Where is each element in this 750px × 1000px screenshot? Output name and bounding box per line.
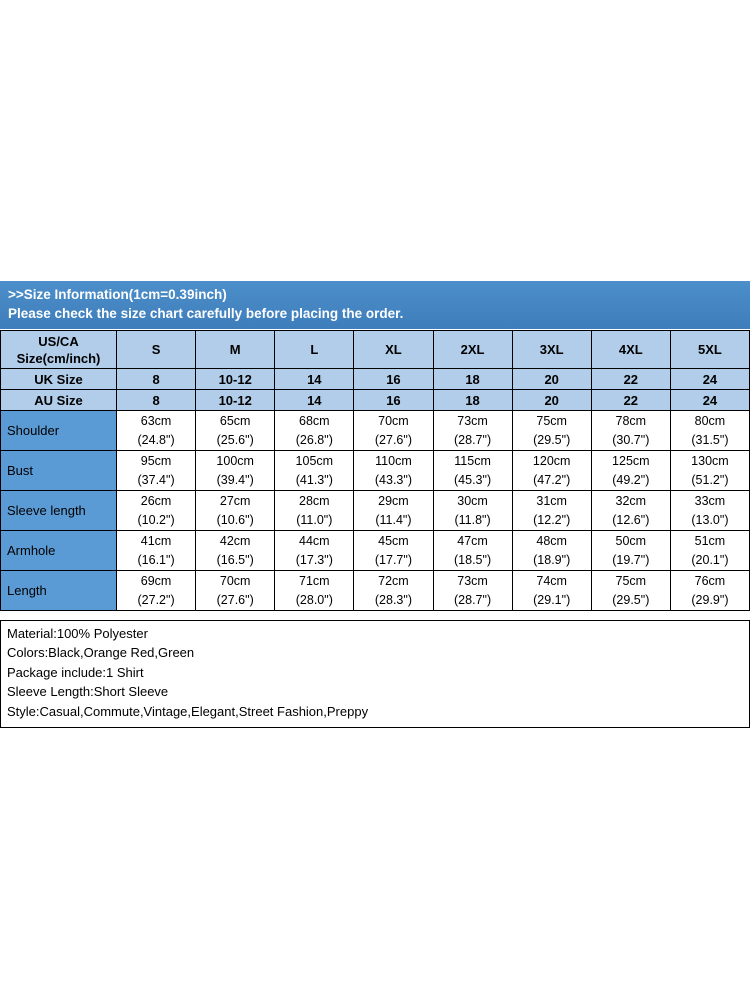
region-size-value: 16 (354, 390, 433, 411)
measurement-row (1, 411, 750, 451)
measurement-inch: (27.6") (216, 592, 254, 607)
measurement-inch: (27.2") (137, 592, 175, 607)
measurement-inch: (10.2") (137, 512, 175, 527)
measurement-cell (433, 571, 512, 611)
measurement-cm: 41cm (140, 533, 172, 548)
measurement-inch: (17.7") (374, 552, 412, 567)
banner-subtitle: Please check the size chart carefully before placing the order. (8, 306, 404, 321)
region-size-label: AU Size (1, 390, 117, 411)
size-column-header: 2XL (433, 331, 512, 369)
measurement-cell (433, 491, 512, 531)
region-size-value: 10-12 (196, 390, 275, 411)
measurement-cell (117, 491, 196, 531)
measurement-cm: 73cm (457, 573, 488, 588)
measurement-cell (275, 571, 354, 611)
measurement-cell (354, 451, 433, 491)
measurement-inch: (12.2") (533, 512, 571, 527)
size-column-header: L (275, 331, 354, 369)
measurement-cm: 29cm (378, 493, 409, 508)
measurement-row (1, 571, 750, 611)
region-size-value: 14 (275, 390, 354, 411)
measurement-cell (196, 571, 275, 611)
measurement-cm: 30cm (457, 493, 488, 508)
measurement-inch: (45.3") (454, 472, 492, 487)
banner-title: >>Size Information(1cm=0.39inch) (8, 287, 227, 302)
measurement-inch: (12.6") (612, 512, 650, 527)
measurement-inch: (10.6") (216, 512, 254, 527)
measurement-cell (196, 411, 275, 451)
region-size-value: 22 (591, 390, 670, 411)
measurement-label: Sleeve length (1, 491, 117, 531)
corner-header (1, 331, 117, 369)
size-column-header: M (196, 331, 275, 369)
size-table (0, 330, 750, 611)
measurement-inch: (39.4") (216, 472, 254, 487)
measurement-inch: (16.5") (216, 552, 254, 567)
size-column-header: 3XL (512, 331, 591, 369)
measurement-inch: (28.7") (454, 592, 492, 607)
corner-header-line: US/CA (38, 333, 79, 349)
measurement-row (1, 451, 750, 491)
measurement-cell (512, 571, 591, 611)
measurement-inch: (19.7") (612, 552, 650, 567)
measurement-cm: 48cm (536, 533, 567, 548)
measurement-cm: 44cm (299, 533, 330, 548)
measurement-cm: 69cm (140, 573, 172, 588)
detail-line: Style:Casual,Commute,Vintage,Elegant,Street Fashion,Preppy (7, 703, 369, 719)
measurement-cm: 76cm (694, 573, 726, 588)
measurement-cell (512, 531, 591, 571)
measurement-inch: (51.2") (691, 472, 729, 487)
measurement-cm: 95cm (140, 453, 172, 468)
measurement-cell (433, 451, 512, 491)
measurement-cm: 26cm (140, 493, 172, 508)
measurement-cell (512, 411, 591, 451)
size-column-header: 5XL (670, 331, 749, 369)
measurement-cm: 78cm (615, 413, 647, 428)
measurement-cell (275, 451, 354, 491)
measurement-cell (196, 451, 275, 491)
measurement-cell (354, 411, 433, 451)
measurement-cell (275, 491, 354, 531)
size-table-body (1, 411, 750, 611)
measurement-inch: (29.1") (533, 592, 571, 607)
detail-line: Package include:1 Shirt (7, 664, 144, 680)
measurement-inch: (11.8") (454, 512, 491, 527)
measurement-cm: 28cm (299, 493, 330, 508)
measurement-label: Length (1, 571, 117, 611)
measurement-cell (670, 571, 749, 611)
region-size-label: UK Size (1, 369, 117, 390)
region-size-value: 14 (275, 369, 354, 390)
size-column-header: S (117, 331, 196, 369)
measurement-cm: 80cm (694, 413, 726, 428)
measurement-cm: 72cm (378, 573, 409, 588)
region-size-value: 16 (354, 369, 433, 390)
measurement-cell (196, 491, 275, 531)
measurement-cell (670, 451, 749, 491)
measurement-inch: (41.3") (295, 472, 333, 487)
measurement-cell (670, 411, 749, 451)
measurement-cm: 75cm (615, 573, 647, 588)
region-size-value: 24 (670, 369, 749, 390)
region-size-value: 20 (512, 369, 591, 390)
measurement-inch: (24.8") (137, 432, 175, 447)
measurement-cell (591, 451, 670, 491)
measurement-cell (354, 491, 433, 531)
region-size-value: 18 (433, 369, 512, 390)
measurement-cm: 74cm (536, 573, 567, 588)
measurement-inch: (29.5") (533, 432, 571, 447)
measurement-inch: (11.4") (375, 512, 412, 527)
measurement-inch: (31.5") (691, 432, 729, 447)
measurement-cell (354, 531, 433, 571)
size-column-header: 4XL (591, 331, 670, 369)
measurement-cell (275, 411, 354, 451)
measurement-cell (433, 411, 512, 451)
measurement-cm: 115cm (454, 453, 491, 468)
measurement-cm: 68cm (299, 413, 330, 428)
detail-line: Colors:Black,Orange Red,Green (7, 645, 195, 661)
measurement-cm: 32cm (615, 493, 647, 508)
measurement-cell (591, 571, 670, 611)
size-info-banner (0, 281, 750, 329)
measurement-inch: (47.2") (533, 472, 571, 487)
measurement-inch: (43.3") (374, 472, 412, 487)
region-size-row (1, 390, 750, 411)
measurement-cm: 45cm (378, 533, 409, 548)
measurement-cm: 70cm (378, 413, 409, 428)
measurement-cm: 42cm (219, 533, 251, 548)
measurement-inch: (18.9") (533, 552, 571, 567)
measurement-cm: 27cm (219, 493, 251, 508)
measurement-cell (117, 571, 196, 611)
measurement-cm: 50cm (615, 533, 647, 548)
measurement-cell (117, 411, 196, 451)
measurement-cm: 125cm (612, 453, 650, 468)
measurement-inch: (25.6") (216, 432, 254, 447)
measurement-cell (591, 411, 670, 451)
measurement-cm: 65cm (219, 413, 251, 428)
measurement-inch: (28.3") (374, 592, 412, 607)
measurement-cell (591, 531, 670, 571)
measurement-inch: (16.1") (137, 552, 175, 567)
measurement-label: Bust (1, 451, 117, 491)
measurement-inch: (28.7") (454, 432, 492, 447)
region-size-value: 22 (591, 369, 670, 390)
measurement-inch: (28.0") (295, 592, 333, 607)
region-size-value: 10-12 (196, 369, 275, 390)
measurement-cell (433, 531, 512, 571)
measurement-inch: (11.0") (296, 512, 333, 527)
detail-line: Sleeve Length:Short Sleeve (7, 684, 169, 700)
measurement-cell (670, 531, 749, 571)
measurement-cell (354, 571, 433, 611)
measurement-cm: 100cm (216, 453, 254, 468)
measurement-cell (196, 531, 275, 571)
detail-line: Material:100% Polyester (7, 626, 148, 641)
region-size-value: 8 (117, 369, 196, 390)
measurement-inch: (17.3") (295, 552, 333, 567)
region-size-value: 20 (512, 390, 591, 411)
measurement-cm: 110cm (375, 453, 412, 468)
size-chart-content (0, 281, 750, 728)
measurement-inch: (20.1") (691, 552, 729, 567)
measurement-cell (591, 491, 670, 531)
measurement-cell (117, 531, 196, 571)
measurement-row (1, 531, 750, 571)
size-column-header: XL (354, 331, 433, 369)
size-header-row (1, 331, 750, 369)
measurement-cm: 31cm (536, 493, 567, 508)
measurement-cm: 63cm (140, 413, 172, 428)
measurement-cm: 47cm (457, 533, 488, 548)
corner-header-line: Size(cm/inch) (16, 350, 101, 366)
size-table-header (1, 331, 750, 411)
product-details (0, 620, 750, 728)
measurement-cell (117, 451, 196, 491)
measurement-cm: 120cm (532, 453, 571, 468)
measurement-cm: 73cm (457, 413, 488, 428)
measurement-cell (275, 531, 354, 571)
region-size-value: 18 (433, 390, 512, 411)
measurement-inch: (29.5") (612, 592, 650, 607)
measurement-cell (670, 491, 749, 531)
measurement-cm: 51cm (694, 533, 726, 548)
measurement-inch: (30.7") (612, 432, 650, 447)
measurement-label: Shoulder (1, 411, 117, 451)
measurement-inch: (37.4") (137, 472, 175, 487)
measurement-cell (512, 451, 591, 491)
measurement-row (1, 491, 750, 531)
measurement-inch: (27.6") (374, 432, 412, 447)
region-size-row (1, 369, 750, 390)
measurement-cm: 105cm (295, 453, 334, 468)
measurement-cm: 70cm (219, 573, 251, 588)
region-size-value: 24 (670, 390, 749, 411)
measurement-inch: (29.9") (691, 592, 729, 607)
measurement-cm: 33cm (694, 493, 726, 508)
measurement-inch: (49.2") (612, 472, 650, 487)
measurement-inch: (26.8") (295, 432, 333, 447)
measurement-inch: (13.0") (691, 512, 729, 527)
measurement-inch: (18.5") (454, 552, 492, 567)
measurement-cell (512, 491, 591, 531)
measurement-label: Armhole (1, 531, 117, 571)
measurement-cm: 130cm (691, 453, 729, 468)
region-size-value: 8 (117, 390, 196, 411)
measurement-cm: 71cm (299, 573, 330, 588)
measurement-cm: 75cm (536, 413, 567, 428)
